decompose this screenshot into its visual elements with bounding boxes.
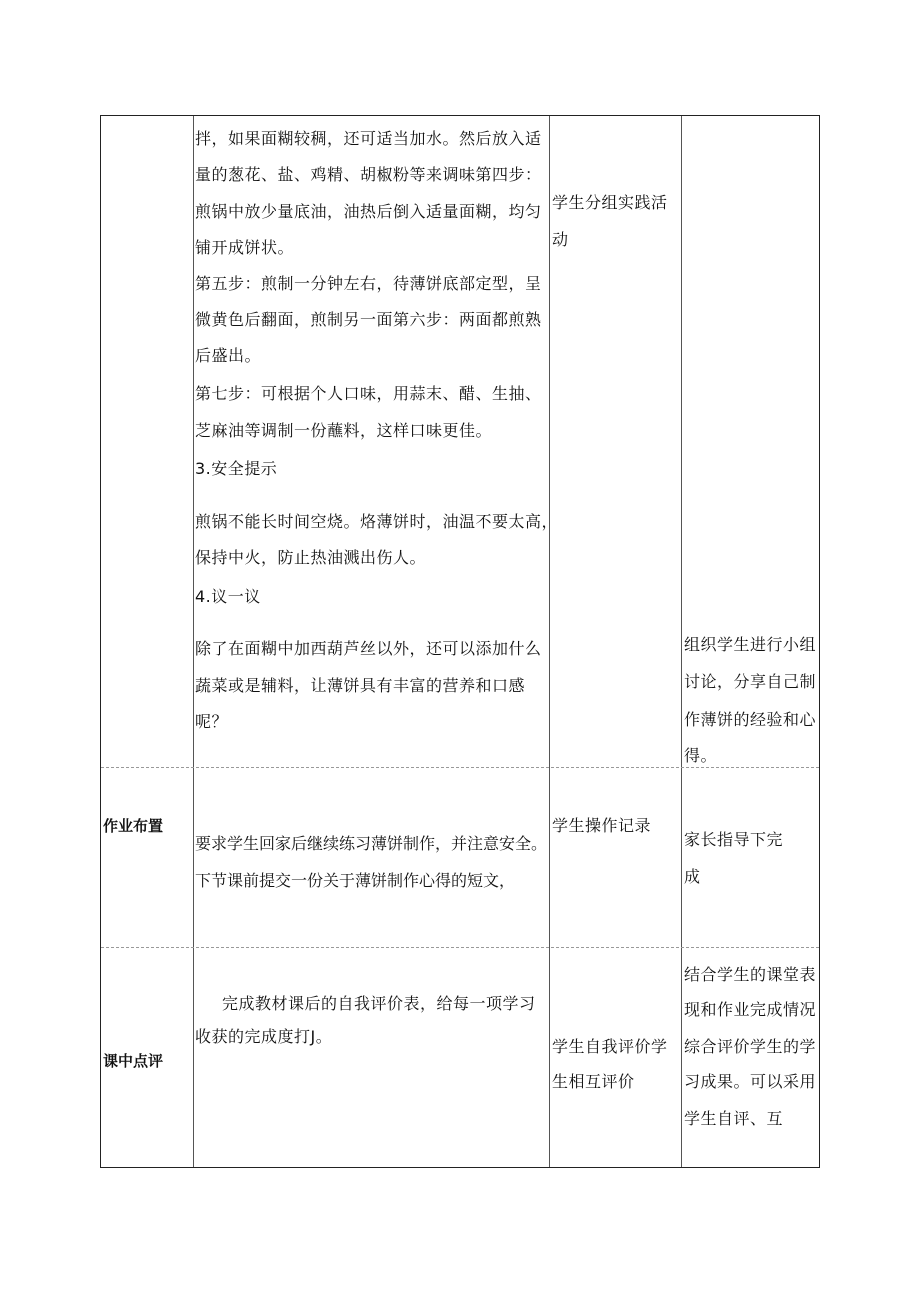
text-line: 第七步：可根据个人口味，用蒜末、醋、生抽、 [195, 384, 542, 403]
text-line: 微黄色后翻面，煎制另一面第六步：两面都煎熟 [195, 310, 542, 329]
section-heading-safety: 3.安全提示 [195, 459, 278, 478]
text-line: 要求学生回家后继续练习薄饼制作，并注意安全。 [195, 834, 548, 853]
text-line: 家长指导下完 [684, 830, 784, 849]
text-line: 学生自评、互 [684, 1109, 784, 1128]
row-label-homework: 作业布置 [103, 817, 164, 835]
row-label-evaluation: 课中点评 [103, 1052, 164, 1070]
text-line: 铺开成饼状。 [195, 238, 295, 257]
text-line: 综合评价学生的学 [684, 1037, 817, 1056]
text-line: 学生自我评价学 [552, 1037, 668, 1056]
text-line: 保持中火，防止热油溅出伤人。 [195, 548, 427, 567]
text-line: 组织学生进行小组 [684, 635, 817, 654]
column-divider-2 [549, 116, 550, 1167]
row-divider-1 [101, 767, 819, 768]
text-line: 结合学生的课堂表 [684, 965, 817, 984]
section-heading-discuss: 4.议一议 [195, 587, 261, 606]
text-line: 除了在面糊中加西葫芦丝以外，还可以添加什么 [195, 639, 542, 658]
row-divider-2 [101, 947, 819, 948]
column-divider-1 [193, 116, 194, 1167]
text-line: 成 [684, 867, 701, 886]
text-line: 学生分组实践活 [552, 193, 668, 212]
text-line: 习成果。可以采用 [684, 1072, 817, 1091]
text-line: 量的葱花、盐、鸡精、胡椒粉等来调味第四步： [195, 165, 542, 184]
text-line: 现和作业完成情况 [684, 1000, 817, 1019]
text-line: 得。 [684, 746, 718, 765]
text-line: 后盛出。 [195, 346, 262, 365]
text-line: 第五步：煎制一分钟左右，待薄饼底部定型，呈 [195, 274, 542, 293]
text-line: 完成教材课后的自我评价表，给每一项学习 [222, 994, 536, 1013]
text-line: 动 [552, 230, 569, 249]
text-line: 下节课前提交一份关于薄饼制作心得的短文， [195, 871, 516, 890]
text-line: 拌，如果面糊较稠，还可适当加水。然后放入适 [195, 129, 542, 148]
text-line: 芝麻油等调制一份蘸料，这样口味更佳。 [195, 421, 493, 440]
text-line: 作薄饼的经验和心 [684, 710, 817, 729]
text-line: 生相互评价 [552, 1072, 635, 1091]
text-line: 收获的完成度打J。 [195, 1027, 333, 1046]
text-line: 呢？ [195, 712, 229, 731]
text-line: 煎锅中放少量底油，油热后倒入适量面糊，均匀 [195, 202, 542, 221]
text-line: 讨论，分享自己制 [684, 672, 817, 691]
text-line: 煎锅不能长时间空烧。烙薄饼时，油温不要太高， [195, 512, 559, 531]
student-cell-homework: 学生操作记录 [552, 816, 652, 835]
text-line: 蔬菜或是辅料，让薄饼具有丰富的营养和口感 [195, 676, 526, 695]
column-divider-3 [681, 116, 682, 1167]
